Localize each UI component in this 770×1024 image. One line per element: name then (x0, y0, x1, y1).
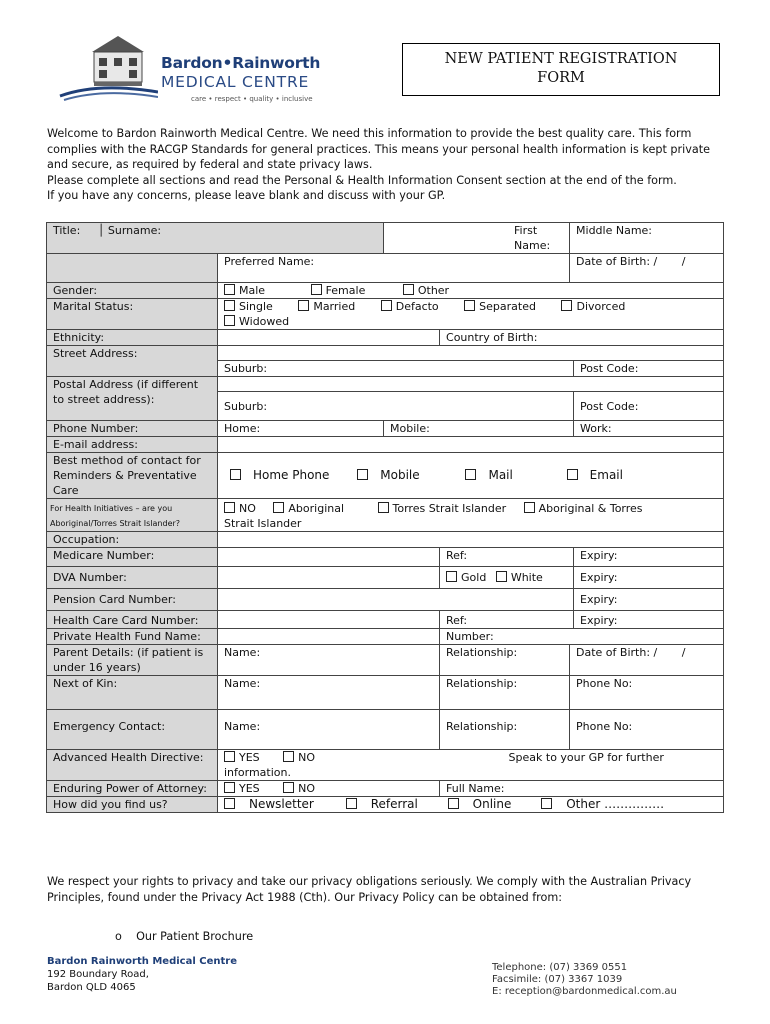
first-name-field[interactable] (384, 223, 570, 254)
privacy-text (47, 874, 727, 905)
parent-label: Parent Details: (if patient is under 16 years) (47, 645, 218, 676)
epa-yes-option[interactable] (224, 782, 260, 795)
option-label: Mobile (380, 468, 420, 482)
marital-separated-option[interactable] (464, 300, 536, 313)
marital-single-option[interactable] (224, 300, 273, 313)
home-phone-field[interactable] (218, 421, 384, 437)
find-newsletter-option[interactable] (224, 797, 314, 811)
clinic-logo (58, 30, 348, 108)
atsi-torres-option[interactable] (378, 502, 507, 515)
atsi-aboriginal-option[interactable] (273, 502, 344, 515)
table-row (47, 589, 724, 611)
gender-options (218, 283, 724, 299)
medicare-input[interactable] (218, 548, 440, 567)
ref-label: Ref: (446, 614, 468, 627)
ahd-options (218, 750, 724, 781)
contact-home-option[interactable] (230, 468, 329, 482)
home-label: Home: (224, 422, 261, 435)
ahd-label: Advanced Health Directive: (47, 750, 218, 781)
table-row (47, 645, 724, 676)
phf-label: Private Health Fund Name: (47, 629, 218, 645)
contact-method-options (218, 453, 724, 499)
postcode-field[interactable] (574, 361, 724, 377)
option-label: Widowed (239, 315, 290, 328)
pension-input[interactable] (218, 589, 574, 611)
mobile-label: Mobile: (390, 422, 430, 435)
preferred-name-label: Preferred Name: (224, 255, 315, 268)
checkbox-icon[interactable] (224, 315, 235, 326)
full-name-label: Full Name: (446, 782, 505, 795)
logo-name: Bardon•Rainworth (161, 54, 321, 72)
marital-married-option[interactable] (298, 300, 355, 313)
table-row (47, 797, 724, 813)
street-input[interactable] (218, 346, 724, 361)
occupation-label: Occupation: (47, 532, 218, 548)
ref-label: Ref: (446, 549, 468, 562)
table-row (47, 421, 724, 437)
footer-facsimile: Facsimile: (07) 3367 1039 (492, 974, 623, 985)
number-label: Number: (446, 630, 494, 643)
middle-name-field[interactable] (570, 223, 724, 254)
logo-subtitle: MEDICAL CENTRE (161, 73, 310, 91)
atsi-label: For Health Initiatives – are you Aboriginal/Torres Strait Islander? (47, 499, 218, 532)
contact-mail-option[interactable] (465, 468, 512, 482)
registration-table (46, 222, 724, 813)
preferred-name-field[interactable] (218, 254, 570, 283)
ethnicity-input[interactable] (218, 330, 440, 346)
option-label: Defacto (395, 300, 439, 313)
suburb-label: Suburb: (224, 399, 268, 413)
medicare-expiry-field[interactable] (574, 548, 724, 567)
option-label: Newsletter (249, 797, 314, 811)
marital-divorced-option[interactable] (561, 300, 625, 313)
dva-white-option[interactable] (496, 571, 543, 584)
option-label: Home Phone (253, 468, 330, 482)
checkbox-icon[interactable] (224, 798, 235, 809)
dva-card-type (440, 567, 574, 589)
option-label: Email (589, 468, 623, 482)
brochure-bullet: o Our Patient Brochure (115, 930, 254, 943)
phone-no-label: Phone No: (576, 677, 633, 690)
form-title-line2: FORM (537, 70, 585, 86)
expiry-label: Expiry: (580, 593, 618, 606)
dob-field[interactable] (570, 254, 724, 283)
postal-label: Postal Address (if different to street address): (47, 377, 218, 421)
email-label: E-mail address: (47, 437, 218, 453)
marital-label: Marital Status: (47, 299, 218, 330)
checkbox-icon[interactable] (224, 284, 235, 295)
phf-input[interactable] (218, 629, 440, 645)
checkbox-icon[interactable] (567, 469, 578, 480)
find-online-option[interactable] (448, 797, 512, 811)
option-label: Torres Strait Islander (392, 502, 507, 515)
ahd-note: Speak to your GP for further information. (224, 751, 664, 779)
pension-label: Pension Card Number: (47, 589, 218, 611)
table-row (47, 437, 724, 453)
option-label: YES (239, 751, 260, 764)
find-other-option[interactable] (541, 797, 664, 811)
blank-label-cell (47, 254, 218, 283)
ahd-yes-option[interactable] (224, 751, 260, 764)
checkbox-icon[interactable] (283, 782, 294, 793)
find-referral-option[interactable] (346, 797, 418, 811)
checkbox-icon[interactable] (403, 284, 414, 295)
parent-name-field[interactable] (218, 645, 440, 676)
option-label: Separated (479, 300, 536, 313)
pension-expiry-field[interactable] (574, 589, 724, 611)
title-label: Title: (53, 224, 81, 237)
relationship-label: Relationship: (446, 646, 518, 659)
epa-full-name-field[interactable] (440, 781, 724, 797)
checkbox-icon[interactable] (381, 300, 392, 311)
name-label: Name: (224, 720, 261, 733)
marital-defacto-option[interactable] (381, 300, 439, 313)
ethnicity-label: Ethnicity: (47, 330, 218, 346)
marital-options (218, 299, 724, 330)
option-label: Divorced (576, 300, 626, 313)
checkbox-icon[interactable] (283, 751, 294, 762)
option-label: Female (325, 284, 366, 297)
email-input[interactable] (218, 437, 724, 453)
gender-female-option[interactable] (311, 284, 366, 297)
table-row (47, 330, 724, 346)
emergency-relationship-field[interactable] (440, 710, 570, 750)
hcc-label: Health Care Card Number: (47, 611, 218, 629)
emergency-phone-field[interactable] (570, 710, 724, 750)
option-label: Aboriginal (288, 502, 345, 515)
checkbox-icon[interactable] (464, 300, 475, 311)
suburb-field[interactable] (218, 361, 574, 377)
hcc-input[interactable] (218, 611, 440, 629)
expiry-label: Expiry: (580, 571, 618, 584)
epa-no-option[interactable] (283, 782, 315, 795)
footer-address (47, 955, 237, 994)
checkbox-icon[interactable] (224, 300, 235, 311)
emergency-name-field[interactable] (218, 710, 440, 750)
option-label: NO (239, 502, 256, 515)
intro-text (47, 126, 727, 204)
option-label: Married (313, 300, 356, 313)
street-label: Street Address: (47, 346, 218, 377)
ahd-no-option[interactable] (283, 751, 315, 764)
footer-address-line1: 192 Boundary Road, (47, 969, 149, 980)
nok-phone-field[interactable] (570, 676, 724, 710)
country-label: Country of Birth: (446, 331, 538, 344)
dva-input[interactable] (218, 567, 440, 589)
table-row (47, 781, 724, 797)
phf-number-field[interactable] (440, 629, 724, 645)
option-label: White (510, 571, 543, 584)
atsi-options (218, 499, 724, 532)
checkbox-icon[interactable] (224, 751, 235, 762)
gender-male-option[interactable] (224, 284, 265, 297)
privacy-paragraph: We respect your rights to privacy and take our privacy obligations seriously. We comply with the Australian Privacy Principles, found under the Privacy Act 1988 (Cth). Our Privacy Policy can be obtained from: (47, 875, 692, 904)
expiry-label: Expiry: (580, 549, 618, 562)
emergency-label: Emergency Contact: (47, 710, 218, 750)
contact-method-label: Best method of contact for Reminders & Preventative Care (47, 453, 218, 499)
checkbox-icon[interactable] (378, 502, 389, 513)
checkbox-icon[interactable] (357, 469, 368, 480)
middle-name-label: Middle Name: (576, 224, 653, 237)
footer-email[interactable]: E: reception@bardonmedical.com.au (492, 986, 677, 997)
table-row (47, 299, 724, 330)
relationship-label: Relationship: (446, 677, 518, 690)
option-label: Online (472, 797, 512, 811)
gender-label: Gender: (47, 283, 218, 299)
checkbox-icon[interactable] (541, 798, 552, 809)
atsi-wrap-text: Strait Islander (224, 517, 302, 530)
form-title (402, 43, 720, 96)
parent-relationship-field[interactable] (440, 645, 570, 676)
option-label: Gold (461, 571, 487, 584)
option-label: Other …………… (566, 797, 665, 811)
medicare-label: Medicare Number: (47, 548, 218, 567)
first-name-label: First Name: (514, 224, 551, 252)
table-row (47, 532, 724, 548)
table-row (47, 283, 724, 299)
intro-p1: Welcome to Bardon Rainworth Medical Centre. We need this information to provide the best quality care. This form complies with the RACGP Standards for general practices. This means your personal health information is kept private and secure, as required by federal and state privacy laws. (47, 127, 710, 172)
checkbox-icon[interactable] (224, 782, 235, 793)
atsi-no-option[interactable] (224, 502, 256, 515)
title-field[interactable]: Title: │ Surname: (47, 223, 384, 254)
logo-tagline: care • respect • quality • inclusive (191, 95, 313, 103)
form-title-line1: NEW PATIENT REGISTRATION (444, 51, 678, 67)
postal-input[interactable] (218, 377, 724, 392)
epa-label: Enduring Power of Attorney: (47, 781, 218, 797)
table-row (47, 629, 724, 645)
name-label: Name: (224, 646, 261, 659)
table-row (47, 548, 724, 567)
hcc-expiry-field[interactable] (574, 611, 724, 629)
medicare-ref-field[interactable] (440, 548, 574, 567)
suburb-label: Suburb: (224, 362, 268, 375)
option-label: Other (417, 284, 450, 297)
occupation-input[interactable] (218, 532, 724, 548)
table-row (47, 254, 724, 283)
footer-clinic-name: Bardon Rainworth Medical Centre (47, 956, 237, 967)
option-label: NO (298, 751, 316, 764)
checkbox-icon[interactable] (346, 798, 357, 809)
work-phone-field[interactable] (574, 421, 724, 437)
footer-contact (492, 962, 677, 998)
checkbox-icon[interactable] (561, 300, 572, 311)
name-label: Name: (224, 677, 261, 690)
checkbox-icon[interactable] (524, 502, 535, 513)
footer-address-line2: Bardon QLD 4065 (47, 982, 136, 993)
table-row (47, 377, 724, 392)
option-label: NO (298, 782, 316, 795)
postal-suburb-field[interactable] (218, 392, 574, 421)
nok-relationship-field[interactable] (440, 676, 570, 710)
phone-no-label: Phone No: (576, 720, 633, 733)
checkbox-icon[interactable] (465, 469, 476, 480)
option-label: Single (239, 300, 273, 313)
table-row (47, 611, 724, 629)
checkbox-icon[interactable] (273, 502, 284, 513)
intro-p3: If you have any concerns, please leave blank and discuss with your GP. (47, 189, 446, 203)
postcode-label: Post Code: (580, 362, 639, 375)
atsi-both-option[interactable] (524, 502, 643, 515)
contact-email-option[interactable] (567, 468, 623, 482)
checkbox-icon[interactable] (230, 469, 241, 480)
option-label: Referral (370, 797, 418, 811)
option-label: Aboriginal & Torres (538, 502, 643, 515)
work-label: Work: (580, 422, 612, 435)
nok-name-field[interactable] (218, 676, 440, 710)
checkbox-icon[interactable] (448, 798, 459, 809)
contact-mobile-option[interactable] (357, 468, 419, 482)
option-label: YES (239, 782, 260, 795)
dva-label: DVA Number: (47, 567, 218, 589)
dob-label: Date of Birth: / / (576, 255, 686, 268)
dva-gold-option[interactable] (446, 571, 486, 584)
table-row (47, 750, 724, 781)
intro-p2: Please complete all sections and read the Personal & Health Information Consent section at the end of the form. (47, 173, 677, 187)
relationship-label: Relationship: (446, 720, 518, 733)
table-row (47, 499, 724, 532)
table-row (47, 453, 724, 499)
dva-expiry-field[interactable] (574, 567, 724, 589)
mobile-field[interactable] (384, 421, 574, 437)
nok-label: Next of Kin: (47, 676, 218, 710)
table-row (47, 710, 724, 750)
house-logo-icon (58, 34, 158, 104)
checkbox-icon[interactable] (311, 284, 322, 295)
checkbox-icon[interactable] (496, 571, 507, 582)
checkbox-icon[interactable] (298, 300, 309, 311)
table-row (47, 567, 724, 589)
postcode-label: Post Code: (580, 399, 639, 413)
parent-dob-field[interactable] (570, 645, 724, 676)
country-field[interactable] (440, 330, 724, 346)
table-row (47, 346, 724, 361)
gender-other-option[interactable] (403, 284, 449, 297)
surname-label: Surname: (107, 224, 162, 237)
checkbox-icon[interactable] (224, 502, 235, 513)
table-row (47, 676, 724, 710)
marital-widowed-option[interactable] (224, 315, 289, 328)
postal-postcode-field[interactable] (574, 392, 724, 421)
phone-label: Phone Number: (47, 421, 218, 437)
dob-label: Date of Birth: / / (576, 646, 686, 659)
option-label: Mail (488, 468, 513, 482)
epa-options (218, 781, 440, 797)
footer-telephone: Telephone: (07) 3369 0551 (492, 962, 628, 973)
option-label: Male (239, 284, 266, 297)
hcc-ref-field[interactable] (440, 611, 574, 629)
find-options (218, 797, 724, 813)
table-row (47, 223, 724, 254)
checkbox-icon[interactable] (446, 571, 457, 582)
expiry-label: Expiry: (580, 614, 618, 627)
find-label: How did you find us? (47, 797, 218, 813)
